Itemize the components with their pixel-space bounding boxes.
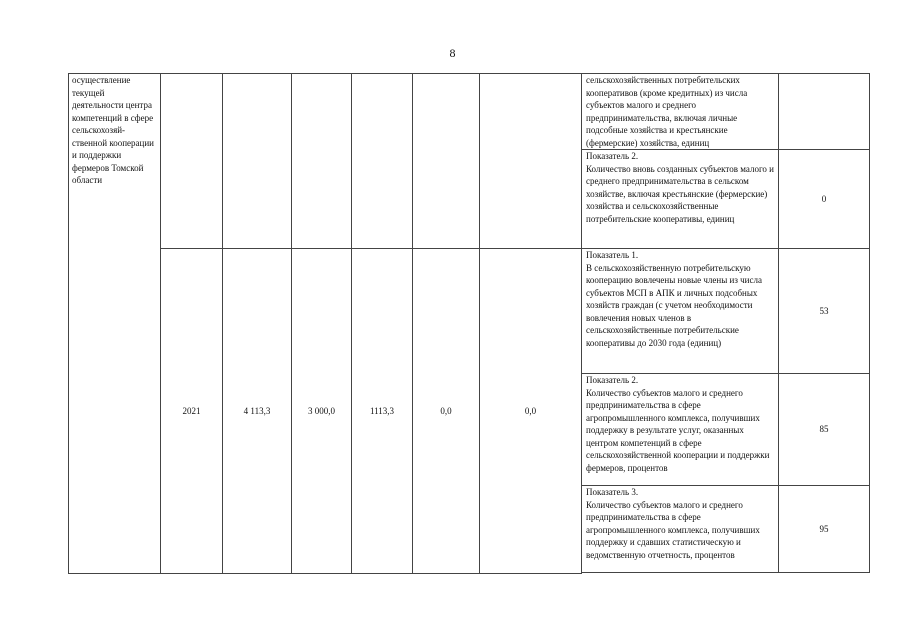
indicator-value: 95 bbox=[779, 486, 870, 573]
indicator-text: сельскохозяйственных потребительских кооперативов (кроме кредитных) из числа субъектов малого и среднего предпринимательства, включая личные подсобные хозяйства и крестьянские (фермерские) хозяйства, единиц bbox=[586, 75, 748, 148]
indicator-title: Показатель 1. bbox=[586, 250, 639, 260]
indicator-title: Показатель 2. bbox=[586, 375, 639, 385]
activity-name-cell bbox=[69, 74, 161, 574]
activity-name: осуществление текущей деятельности центра компетенций в сфере сельскохозяй-ственной кооперации и поддержки фермеров Томской области bbox=[72, 75, 154, 185]
table-row bbox=[69, 74, 870, 150]
indicator-cell bbox=[582, 74, 779, 150]
year-cell: 2021 bbox=[161, 249, 223, 574]
regional-cell-empty bbox=[352, 74, 413, 249]
indicator-value-cell-empty bbox=[779, 74, 870, 150]
local-cell-empty bbox=[413, 74, 480, 249]
program-table bbox=[68, 73, 870, 574]
total-amount-cell: 4 113,3 bbox=[223, 249, 292, 574]
indicator-title: Показатель 2. bbox=[586, 151, 639, 161]
page-number: 8 bbox=[449, 46, 456, 60]
indicator-value: 0 bbox=[779, 150, 870, 249]
table-row bbox=[69, 249, 870, 374]
regional-budget-cell: 1113,3 bbox=[352, 249, 413, 574]
indicator-cell bbox=[582, 150, 779, 249]
indicator-text: Количество субъектов малого и среднего предпринимательства в сфере агропромышленного комплекса, получивших поддержку в результате услуг, оказанных центром компетенций в сфере сельскохозяйственной кооперации и поддержки фермеров, процентов bbox=[586, 387, 770, 473]
indicator-cell bbox=[582, 374, 779, 486]
spacer-cell bbox=[582, 573, 870, 574]
indicator-text: Количество субъектов малого и среднего предпринимательства в сфере агропромышленного комплекса, получивших поддержку и сдавших статистическую и ведомственную отчетность, процентов bbox=[586, 499, 760, 560]
federal-cell-empty bbox=[292, 74, 352, 249]
indicator-title: Показатель 3. bbox=[586, 487, 639, 497]
indicator-text: В сельскохозяйственную потребительскую кооперацию вовлечены новые члены из числа субъектов МСП в АПК и личных подсобных хозяйств граждан (с учетом необходимости вовлечения новых членов в сельскохозяйственные потребительские кооперативы до 2030 года (единиц) bbox=[586, 262, 762, 348]
total-cell-empty bbox=[223, 74, 292, 249]
other-cell-empty bbox=[480, 74, 582, 249]
federal-budget-cell: 3 000,0 bbox=[292, 249, 352, 574]
indicator-value: 53 bbox=[779, 249, 870, 374]
indicator-cell bbox=[582, 486, 779, 573]
local-budget-cell: 0,0 bbox=[413, 249, 480, 574]
indicator-text: Количество вновь созданных субъектов малого и среднего предпринимательства в сельском хозяйстве, включая крестьянские (фермерские) хозяйства и сельскохозяйственные потребительские кооперативы, единиц bbox=[586, 163, 774, 224]
indicator-cell bbox=[582, 249, 779, 374]
indicator-value: 85 bbox=[779, 374, 870, 486]
other-sources-cell: 0,0 bbox=[480, 249, 582, 574]
year-cell-empty bbox=[161, 74, 223, 249]
